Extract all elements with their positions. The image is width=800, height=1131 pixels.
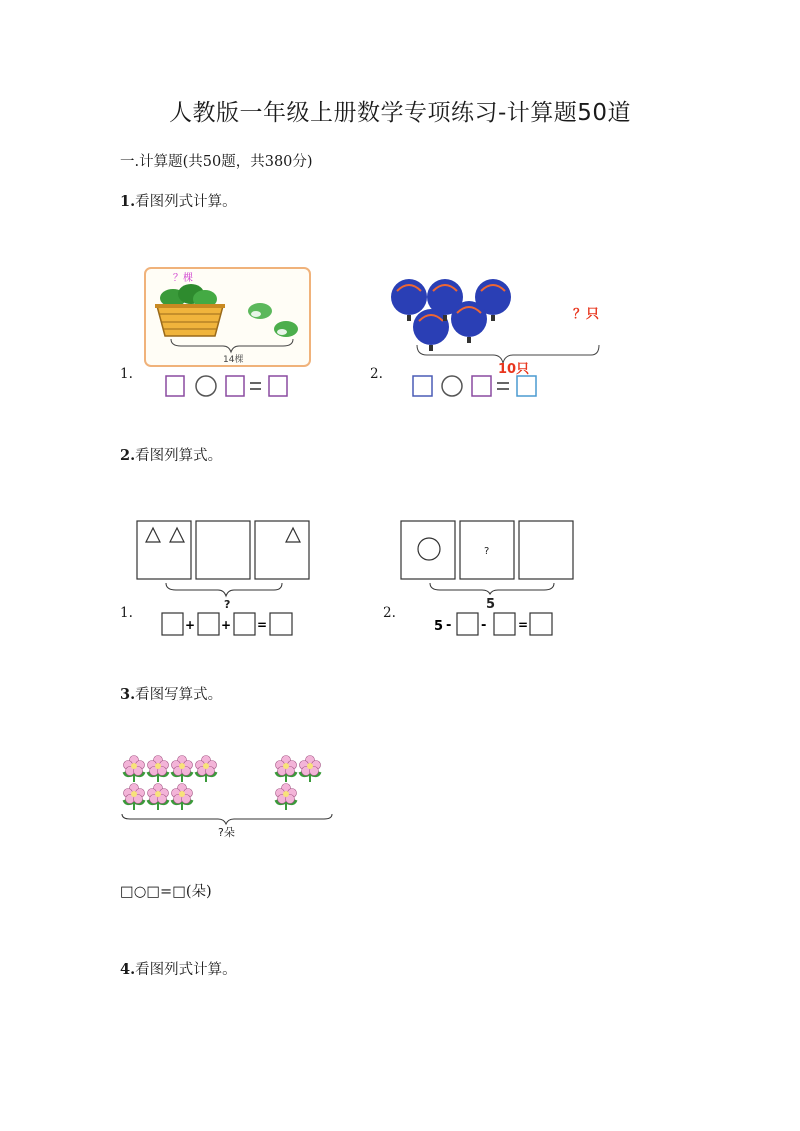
equals-sign: = bbox=[518, 618, 529, 632]
flower-icon bbox=[124, 756, 321, 811]
figure-label: 1. bbox=[120, 366, 133, 382]
question-number: 3. bbox=[120, 686, 136, 703]
hot-air-balloon-icon bbox=[391, 279, 511, 351]
triangles-boxes-figure bbox=[136, 518, 312, 642]
brace bbox=[417, 345, 599, 363]
answer-boxes bbox=[434, 613, 552, 635]
box bbox=[255, 521, 309, 579]
box bbox=[196, 521, 250, 579]
plus-sign: + bbox=[221, 618, 232, 632]
circle-icon bbox=[418, 538, 440, 560]
brace bbox=[430, 583, 554, 594]
question-number: 2. bbox=[120, 447, 136, 464]
question-1 bbox=[120, 190, 237, 211]
question-3 bbox=[120, 683, 222, 704]
total-number: 5 bbox=[486, 597, 496, 612]
question-text: 看图列算式。 bbox=[135, 448, 223, 464]
figure-label: 2. bbox=[383, 605, 396, 621]
flowers-figure bbox=[118, 752, 338, 842]
question-text: 看图列式计算。 bbox=[135, 962, 237, 978]
balloons-figure bbox=[385, 275, 625, 405]
total-flowers-label: ?朵 bbox=[218, 826, 235, 839]
total-label: 14棵 bbox=[223, 355, 244, 365]
equals-sign: = bbox=[257, 618, 268, 632]
triangle-icon bbox=[146, 528, 160, 542]
answer-boxes bbox=[166, 376, 287, 396]
question-2 bbox=[120, 444, 222, 465]
triangle-icon bbox=[286, 528, 300, 542]
vegetable-basket-figure bbox=[143, 266, 313, 401]
box bbox=[401, 521, 455, 579]
plus-sign: + bbox=[185, 618, 196, 632]
answer-boxes bbox=[413, 376, 536, 396]
question-mark: ? bbox=[224, 598, 231, 611]
start-number: 5 bbox=[434, 619, 444, 634]
answer-boxes bbox=[162, 613, 292, 635]
triangle-icon bbox=[170, 528, 184, 542]
question-number: 1. bbox=[120, 193, 136, 210]
box bbox=[137, 521, 191, 579]
section-heading: 一.计算题(共50题，共380分) bbox=[120, 154, 313, 170]
brace bbox=[122, 814, 332, 824]
question-text: 看图列式计算。 bbox=[135, 194, 237, 210]
box bbox=[519, 521, 573, 579]
answer-template: □○□=□(朵) bbox=[120, 884, 212, 900]
question-mark: ? bbox=[484, 546, 490, 557]
question-number: 4. bbox=[120, 961, 136, 978]
total-label: 10只 bbox=[498, 362, 530, 377]
circle-boxes-figure bbox=[400, 518, 576, 642]
figure-label: 2. bbox=[370, 366, 383, 382]
figure-label: 1. bbox=[120, 605, 133, 621]
question-4 bbox=[120, 958, 237, 979]
page-title: 人教版一年级上册数学专项练习-计算题50道 bbox=[168, 100, 632, 126]
question-animals-label: ？只 bbox=[573, 307, 600, 322]
question-text: 看图写算式。 bbox=[135, 687, 223, 703]
question-mark-trees-label: ？棵 bbox=[173, 273, 193, 284]
brace bbox=[166, 583, 282, 596]
minus-sign: - bbox=[446, 618, 452, 633]
minus-sign: - bbox=[481, 618, 487, 633]
